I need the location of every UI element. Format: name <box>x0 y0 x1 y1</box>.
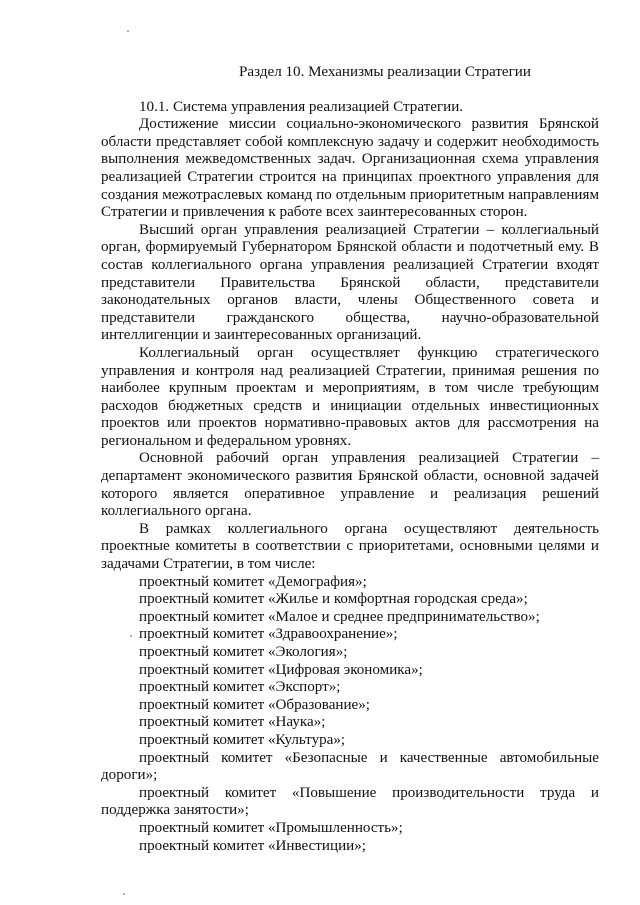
list-item: проектный комитет «Промышленность»; <box>139 819 403 836</box>
paragraph-working-body: Основной рабочий орган управления реализацией Стратегии – департамент экономического развития Брянской области, основной задачей которого является оперативное управление и реализация решений коллегиального органа. <box>101 450 599 520</box>
list-item: проектный комитет «Экспорт»; <box>139 679 341 696</box>
section-title: Раздел 10. Механизмы реализации Стратегии <box>239 64 531 80</box>
list-item: проектный комитет «Цифровая экономика»; <box>139 661 423 678</box>
list-item: проектный комитет «Демография»; <box>139 573 367 590</box>
paragraph-committees-intro: В рамках коллегиального органа осуществляют деятельность проектные комитеты в соответствии с приоритетами, основными целями и задачами Стратегии, в том числе: <box>101 520 599 573</box>
scan-speck <box>130 635 132 637</box>
list-item: проектный комитет «Повышение производительности труда и поддержка занятости»; <box>101 784 599 819</box>
list-item: проектный комитет «Жилье и комфортная городская среда»; <box>139 591 528 608</box>
list-item: проектный комитет «Экология»; <box>139 644 348 660</box>
list-item: проектный комитет «Культура»; <box>139 731 346 748</box>
list-item: проектный комитет «Безопасные и качественные автомобильные дороги»; <box>101 749 599 784</box>
scan-speck <box>123 893 125 895</box>
committee-list <box>101 574 599 856</box>
document-body <box>101 64 599 855</box>
paragraph-collegial-body: Коллегиальный орган осуществляет функцию стратегического управления и контроля над реализацией Стратегии, принимая решения по наиболее крупным проектам и мероприятиям, в том числе требующим расходов бюджетных средств и инициации отдельных инвестиционных проектов или проектов нормативно-правовых актов для рассмотрения на региональном и федеральном уровнях. <box>101 344 599 449</box>
list-item: проектный комитет «Здравоохранение»; <box>139 626 398 643</box>
list-item: проектный комитет «Инвестиции»; <box>139 837 366 854</box>
subsection-title: 10.1. Система управления реализацией Стратегии. <box>139 98 464 115</box>
scan-speck <box>127 30 129 32</box>
list-item: проектный комитет «Малое и среднее предпринимательство»; <box>139 608 540 625</box>
list-item: проектный комитет «Наука»; <box>139 714 326 731</box>
paragraph-supreme-body: Высший орган управления реализацией Стратегии – коллегиальный орган, формируемый Губернатором Брянской области и подотчетный ему. В состав коллегиального органа управления реализацией Стратегии входят представители Правительства Брянской области, представители законодательных органов власти, члены Общественного совета и представители гражданского общества, научно-образовательной интеллигенции и заинтересованных организаций. <box>101 221 599 344</box>
list-item: проектный комитет «Образование»; <box>139 696 370 713</box>
paragraph-mission: Достижение миссии социально-экономического развития Брянской области представляет собой комплексную задачу и содержит необходимость выполнения межведомственных задач. Организационная схема управления реализацией Стратегии строится на принципах проектного управления для создания межотраслевых команд по отдельным приоритетным направлениям Стратегии и привлечения к работе всех заинтересованных сторон. <box>101 116 599 221</box>
